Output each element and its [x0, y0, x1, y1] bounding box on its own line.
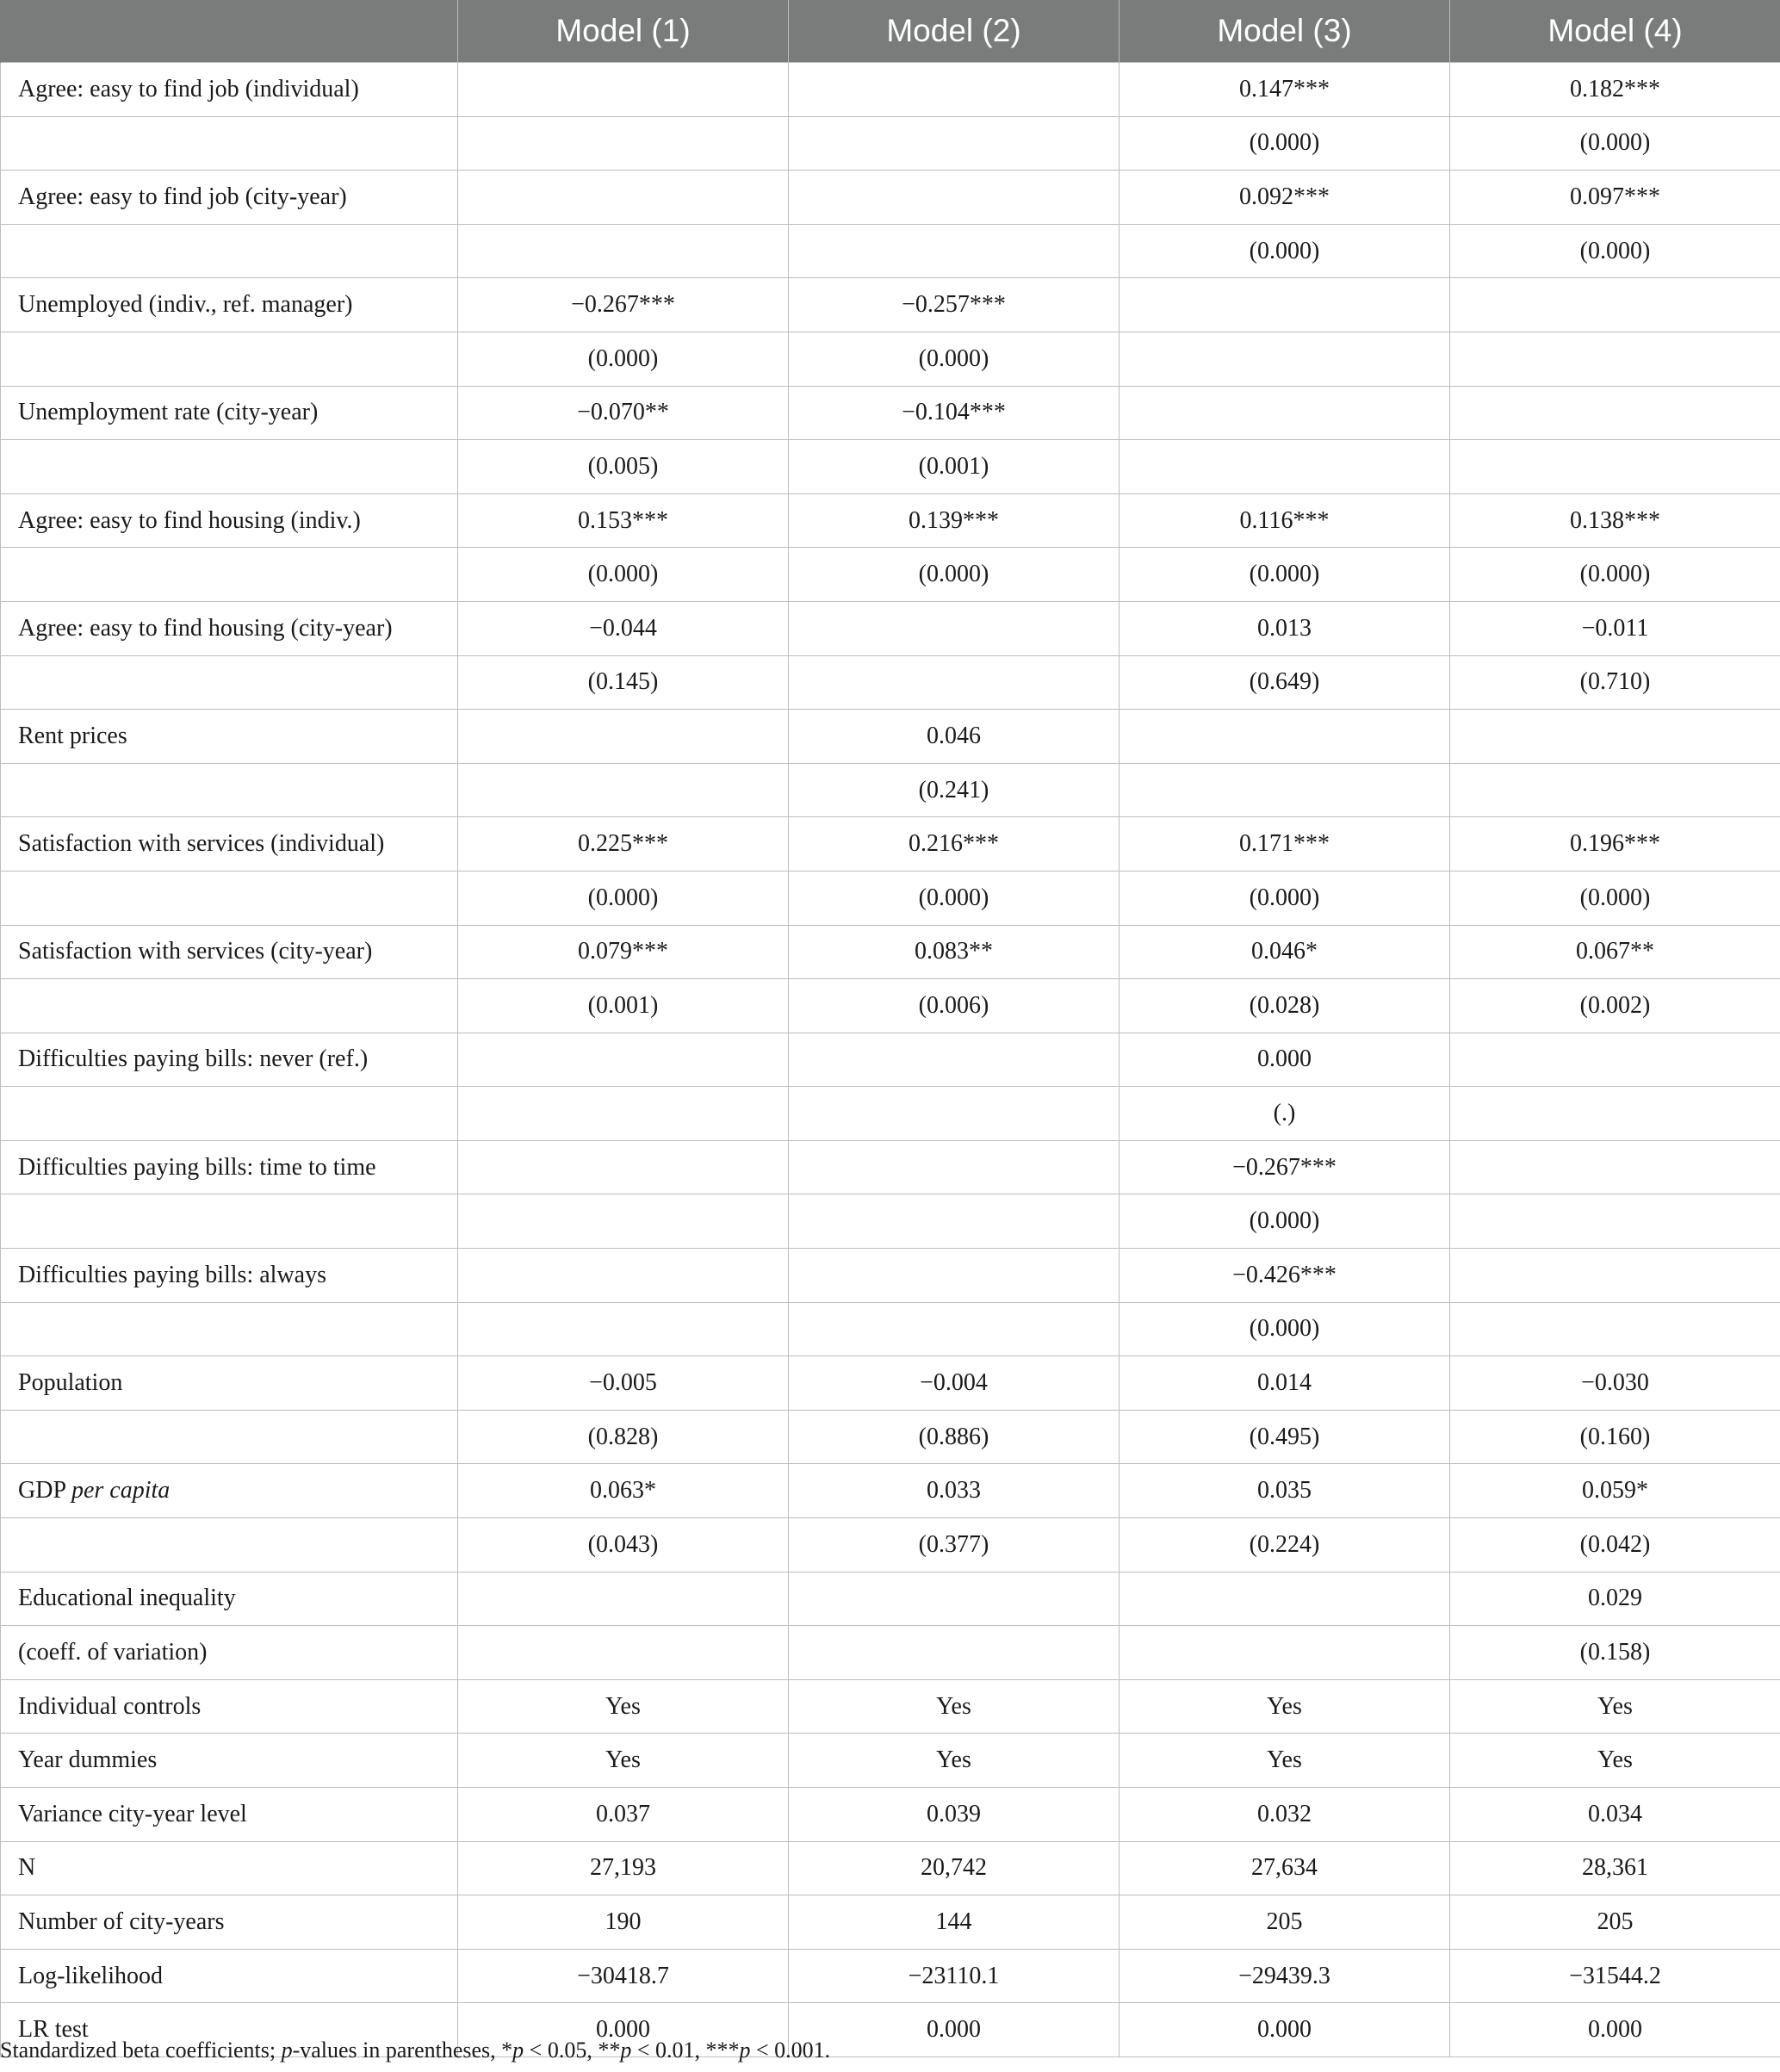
- table-row: [1, 548, 1780, 602]
- cell-model-1: (0.000): [458, 871, 789, 925]
- header-cell-model-1: Model (1): [458, 0, 789, 63]
- row-label-cell: [1, 817, 458, 872]
- cell-model-1: 0.079***: [458, 925, 789, 979]
- cell-model-4: 0.138***: [1450, 493, 1780, 548]
- row-label-text: Individual controls: [18, 1692, 202, 1720]
- cell-model-2: [789, 116, 1119, 171]
- row-label-cell: [1, 1410, 458, 1464]
- table-row: [1, 332, 1780, 386]
- cell-model-1: [458, 763, 789, 817]
- cell-model-4: 0.000: [1450, 2003, 1780, 2057]
- row-label-cell: [1, 1841, 458, 1895]
- cell-model-3: [1119, 710, 1450, 764]
- row-label-text: Year dummies: [18, 1746, 158, 1774]
- cell-model-1: −30418.7: [458, 1949, 789, 2003]
- table-row: [1, 1949, 1780, 2003]
- row-label-cell: [1, 1626, 458, 1680]
- table-row: [1, 763, 1780, 817]
- cell-model-1: [458, 710, 789, 764]
- cell-model-3: 0.046*: [1119, 925, 1450, 979]
- cell-model-1: Yes: [458, 1679, 789, 1734]
- row-label-cell: [1, 1679, 458, 1734]
- cell-model-3: (0.000): [1119, 871, 1450, 925]
- cell-model-1: (0.001): [458, 979, 789, 1033]
- cell-model-3: [1119, 332, 1450, 386]
- header-cell-model-2: Model (2): [789, 0, 1119, 63]
- cell-model-4: [1450, 1140, 1780, 1194]
- row-label-cell: [1, 1895, 458, 1950]
- table-row: [1, 1841, 1780, 1895]
- cell-model-3: (0.495): [1119, 1410, 1450, 1464]
- row-label-text: Rent prices: [18, 722, 127, 749]
- cell-model-3: 0.000: [1119, 1033, 1450, 1087]
- table-header: [1, 0, 1780, 63]
- cell-model-4: 0.034: [1450, 1788, 1780, 1842]
- table-row: [1, 1356, 1780, 1411]
- cell-model-1: [458, 171, 789, 225]
- cell-model-3: (0.000): [1119, 224, 1450, 278]
- row-label-text: Agree: easy to find job (individual): [18, 75, 359, 102]
- footnote-p-symbol: p: [620, 2038, 632, 2063]
- header-row: [1, 0, 1780, 63]
- table-row: [1, 1464, 1780, 1518]
- cell-model-2: (0.241): [789, 763, 1119, 817]
- row-label-cell: [1, 278, 458, 332]
- cell-model-1: [458, 1302, 789, 1356]
- cell-model-1: (0.145): [458, 655, 789, 710]
- table-row: [1, 1679, 1780, 1734]
- cell-model-2: (0.000): [789, 548, 1119, 602]
- cell-model-4: Yes: [1450, 1734, 1780, 1788]
- cell-model-3: 0.013: [1119, 601, 1450, 655]
- cell-model-1: (0.000): [458, 332, 789, 386]
- cell-model-1: [458, 116, 789, 171]
- cell-model-3: 0.171***: [1119, 817, 1450, 872]
- cell-model-3: −0.267***: [1119, 1140, 1450, 1194]
- row-label-cell: [1, 493, 458, 548]
- row-label-cell: [1, 1949, 458, 2003]
- row-label-text: Log-likelihood: [18, 1962, 163, 1989]
- cell-model-1: Yes: [458, 1734, 789, 1788]
- row-label-cell: [1, 925, 458, 979]
- cell-model-3: [1119, 440, 1450, 494]
- cell-model-4: (0.000): [1450, 548, 1780, 602]
- cell-model-2: 0.046: [789, 710, 1119, 764]
- footnote-text: Standardized beta coefficients;: [0, 2038, 282, 2063]
- cell-model-3: (0.000): [1119, 1302, 1450, 1356]
- row-label-cell: [1, 548, 458, 602]
- row-label-cell: [1, 224, 458, 278]
- row-label-cell: [1, 1788, 458, 1842]
- row-label-text: Number of city-years: [18, 1908, 225, 1935]
- cell-model-3: 0.147***: [1119, 63, 1450, 117]
- row-label-cell: [1, 1249, 458, 1303]
- row-label-cell: [1, 1464, 458, 1518]
- cell-model-3: 0.092***: [1119, 171, 1450, 225]
- row-label-cell: [1, 979, 458, 1033]
- footnote-text: < 0.001.: [750, 2038, 831, 2063]
- cell-model-1: [458, 1572, 789, 1626]
- table-row: [1, 278, 1780, 332]
- table-row: [1, 1249, 1780, 1303]
- footnote-p-symbol: p: [512, 2038, 524, 2063]
- cell-model-2: 0.083**: [789, 925, 1119, 979]
- cell-model-3: 205: [1119, 1895, 1450, 1950]
- row-label-text: Agree: easy to find housing (indiv.): [18, 506, 361, 534]
- table-row: [1, 440, 1780, 494]
- cell-model-2: 0.139***: [789, 493, 1119, 548]
- row-label-cell: [1, 655, 458, 710]
- table-row: [1, 1140, 1780, 1194]
- cell-model-1: 0.225***: [458, 817, 789, 872]
- cell-model-4: −31544.2: [1450, 1949, 1780, 2003]
- row-label-cell: [1, 116, 458, 171]
- cell-model-2: [789, 1249, 1119, 1303]
- cell-model-1: −0.005: [458, 1356, 789, 1411]
- cell-model-4: [1450, 763, 1780, 817]
- cell-model-1: 27,193: [458, 1841, 789, 1895]
- table-row: [1, 1572, 1780, 1626]
- row-label-cell: [1, 440, 458, 494]
- cell-model-4: [1450, 1249, 1780, 1303]
- cell-model-2: (0.006): [789, 979, 1119, 1033]
- cell-model-4: −0.011: [1450, 601, 1780, 655]
- row-label-italic-text: per capita: [71, 1477, 171, 1504]
- cell-model-2: −0.004: [789, 1356, 1119, 1411]
- row-label-text: Educational inequality: [18, 1585, 236, 1612]
- row-label-cell: [1, 1140, 458, 1194]
- cell-model-4: [1450, 1194, 1780, 1249]
- table-row: [1, 63, 1780, 117]
- row-label-cell: [1, 1033, 458, 1087]
- row-label-text: Difficulties paying bills: time to time: [18, 1153, 376, 1181]
- table-row: [1, 1788, 1780, 1842]
- cell-model-2: [789, 1302, 1119, 1356]
- row-label-text: Agree: easy to find housing (city-year): [18, 614, 393, 642]
- cell-model-3: [1119, 1626, 1450, 1680]
- cell-model-2: 144: [789, 1895, 1119, 1950]
- cell-model-3: 0.116***: [1119, 493, 1450, 548]
- footnote-p-symbol: p: [281, 2038, 293, 2063]
- cell-model-4: 205: [1450, 1895, 1780, 1950]
- cell-model-2: [789, 63, 1119, 117]
- cell-model-2: (0.000): [789, 332, 1119, 386]
- row-label-text: GDP: [18, 1477, 71, 1504]
- table-row: [1, 871, 1780, 925]
- row-label-text: Satisfaction with services (individual): [18, 830, 385, 858]
- cell-model-4: 0.196***: [1450, 817, 1780, 872]
- cell-model-2: (0.001): [789, 440, 1119, 494]
- cell-model-1: [458, 1140, 789, 1194]
- cell-model-4: [1450, 440, 1780, 494]
- row-label-cell: [1, 1734, 458, 1788]
- row-label-cell: [1, 1087, 458, 1141]
- table-row: [1, 386, 1780, 440]
- table-row: [1, 979, 1780, 1033]
- cell-model-1: [458, 224, 789, 278]
- row-label-cell: [1, 1518, 458, 1573]
- cell-model-3: (0.000): [1119, 548, 1450, 602]
- cell-model-2: 0.033: [789, 1464, 1119, 1518]
- cell-model-4: 28,361: [1450, 1841, 1780, 1895]
- cell-model-2: 0.000: [789, 2003, 1119, 2057]
- table-footnote: [0, 2038, 1780, 2063]
- row-label-text: Satisfaction with services (city-year): [18, 938, 373, 965]
- row-label-cell: [1, 63, 458, 117]
- cell-model-4: 0.182***: [1450, 63, 1780, 117]
- header-cell-variable: [1, 0, 458, 63]
- row-label-text: N: [18, 1854, 36, 1882]
- cell-model-2: 0.039: [789, 1788, 1119, 1842]
- table-row: [1, 224, 1780, 278]
- cell-model-3: Yes: [1119, 1734, 1450, 1788]
- header-cell-model-3: Model (3): [1119, 0, 1450, 63]
- cell-model-4: [1450, 278, 1780, 332]
- cell-model-2: [789, 1194, 1119, 1249]
- table-row: [1, 1734, 1780, 1788]
- cell-model-3: [1119, 763, 1450, 817]
- cell-model-3: −29439.3: [1119, 1949, 1450, 2003]
- cell-model-4: 0.029: [1450, 1572, 1780, 1626]
- row-label-cell: [1, 871, 458, 925]
- cell-model-4: [1450, 1033, 1780, 1087]
- cell-model-4: [1450, 1087, 1780, 1141]
- cell-model-2: [789, 1572, 1119, 1626]
- cell-model-3: (0.000): [1119, 116, 1450, 171]
- table-row: [1, 1302, 1780, 1356]
- row-label-text: Difficulties paying bills: always: [18, 1261, 326, 1288]
- cell-model-2: [789, 1626, 1119, 1680]
- cell-model-1: (0.043): [458, 1518, 789, 1573]
- header-cell-model-4: Model (4): [1450, 0, 1780, 63]
- row-label-cell: [1, 1572, 458, 1626]
- cell-model-1: −0.044: [458, 601, 789, 655]
- footnote-text: < 0.05, **: [524, 2038, 621, 2063]
- cell-model-4: (0.000): [1450, 871, 1780, 925]
- cell-model-3: 0.035: [1119, 1464, 1450, 1518]
- cell-model-2: (0.377): [789, 1518, 1119, 1573]
- cell-model-2: (0.000): [789, 871, 1119, 925]
- cell-model-4: −0.030: [1450, 1356, 1780, 1411]
- cell-model-4: (0.158): [1450, 1626, 1780, 1680]
- cell-model-1: 0.037: [458, 1788, 789, 1842]
- cell-model-1: (0.005): [458, 440, 789, 494]
- cell-model-3: [1119, 386, 1450, 440]
- cell-model-3: [1119, 1572, 1450, 1626]
- table-row: [1, 1087, 1780, 1141]
- cell-model-3: (0.000): [1119, 1194, 1450, 1249]
- cell-model-4: (0.042): [1450, 1518, 1780, 1573]
- cell-model-1: −0.070**: [458, 386, 789, 440]
- cell-model-3: Yes: [1119, 1679, 1450, 1734]
- row-label-cell: [1, 601, 458, 655]
- cell-model-4: (0.160): [1450, 1410, 1780, 1464]
- cell-model-4: 0.067**: [1450, 925, 1780, 979]
- table-row: [1, 116, 1780, 171]
- cell-model-4: (0.000): [1450, 116, 1780, 171]
- cell-model-4: [1450, 332, 1780, 386]
- cell-model-2: [789, 224, 1119, 278]
- row-label-text: Unemployment rate (city-year): [18, 399, 319, 426]
- cell-model-2: Yes: [789, 1734, 1119, 1788]
- table-row: [1, 655, 1780, 710]
- table-row: [1, 171, 1780, 225]
- cell-model-1: [458, 1194, 789, 1249]
- cell-model-2: [789, 1087, 1119, 1141]
- cell-model-2: −23110.1: [789, 1949, 1119, 2003]
- row-label-text: Population: [18, 1369, 123, 1397]
- footnote-text: < 0.01, ***: [631, 2038, 740, 2063]
- table-body: [1, 63, 1780, 2057]
- row-label-cell: [1, 1302, 458, 1356]
- table-row: [1, 1626, 1780, 1680]
- row-label-cell: [1, 1194, 458, 1249]
- row-label-text: (coeff. of variation): [18, 1639, 208, 1666]
- row-label-cell: [1, 171, 458, 225]
- cell-model-4: 0.097***: [1450, 171, 1780, 225]
- table-row: [1, 1895, 1780, 1950]
- cell-model-2: 20,742: [789, 1841, 1119, 1895]
- cell-model-2: [789, 171, 1119, 225]
- cell-model-2: [789, 655, 1119, 710]
- cell-model-3: (0.224): [1119, 1518, 1450, 1573]
- cell-model-1: 0.063*: [458, 1464, 789, 1518]
- table-row: [1, 1410, 1780, 1464]
- row-label-cell: [1, 763, 458, 817]
- cell-model-1: [458, 1249, 789, 1303]
- cell-model-3: 0.000: [1119, 2003, 1450, 2057]
- cell-model-2: 0.216***: [789, 817, 1119, 872]
- table-row: [1, 1194, 1780, 1249]
- row-label-text: Variance city-year level: [18, 1800, 247, 1827]
- cell-model-3: (.): [1119, 1087, 1450, 1141]
- cell-model-4: (0.002): [1450, 979, 1780, 1033]
- row-label-cell: [1, 332, 458, 386]
- table-row: [1, 925, 1780, 979]
- cell-model-2: −0.257***: [789, 278, 1119, 332]
- cell-model-2: −0.104***: [789, 386, 1119, 440]
- cell-model-3: [1119, 278, 1450, 332]
- cell-model-1: [458, 1033, 789, 1087]
- table-row: [1, 817, 1780, 872]
- footnote-p-symbol: p: [739, 2038, 751, 2063]
- footnote-text: -values in parentheses, *: [292, 2038, 513, 2063]
- table-row: [1, 1518, 1780, 1573]
- cell-model-3: (0.028): [1119, 979, 1450, 1033]
- cell-model-3: 0.032: [1119, 1788, 1450, 1842]
- cell-model-1: 190: [458, 1895, 789, 1950]
- cell-model-2: Yes: [789, 1679, 1119, 1734]
- cell-model-2: (0.886): [789, 1410, 1119, 1464]
- table-row: [1, 493, 1780, 548]
- cell-model-2: [789, 1140, 1119, 1194]
- table-row: [1, 710, 1780, 764]
- cell-model-4: [1450, 386, 1780, 440]
- cell-model-1: [458, 63, 789, 117]
- cell-model-1: (0.828): [458, 1410, 789, 1464]
- table-row: [1, 1033, 1780, 1087]
- cell-model-1: −0.267***: [458, 278, 789, 332]
- cell-model-1: 0.153***: [458, 493, 789, 548]
- row-label-text: Difficulties paying bills: never (ref.): [18, 1045, 369, 1073]
- cell-model-3: (0.649): [1119, 655, 1450, 710]
- cell-model-3: 27,634: [1119, 1841, 1450, 1895]
- cell-model-4: 0.059*: [1450, 1464, 1780, 1518]
- cell-model-2: [789, 601, 1119, 655]
- cell-model-1: (0.000): [458, 548, 789, 602]
- cell-model-4: [1450, 1302, 1780, 1356]
- row-label-text: Agree: easy to find job (city-year): [18, 183, 347, 210]
- row-label-cell: [1, 386, 458, 440]
- row-label-cell: [1, 710, 458, 764]
- cell-model-4: Yes: [1450, 1679, 1780, 1734]
- table-row: [1, 601, 1780, 655]
- cell-model-2: [789, 1033, 1119, 1087]
- cell-model-1: 0.000: [458, 2003, 789, 2057]
- cell-model-1: [458, 1087, 789, 1141]
- row-label-text: Unemployed (indiv., ref. manager): [18, 291, 353, 319]
- cell-model-3: 0.014: [1119, 1356, 1450, 1411]
- cell-model-4: (0.000): [1450, 224, 1780, 278]
- cell-model-4: (0.710): [1450, 655, 1780, 710]
- cell-model-4: [1450, 710, 1780, 764]
- cell-model-3: −0.426***: [1119, 1249, 1450, 1303]
- row-label-cell: [1, 1356, 458, 1411]
- cell-model-1: [458, 1626, 789, 1680]
- row-label-text: LR test: [18, 2016, 89, 2044]
